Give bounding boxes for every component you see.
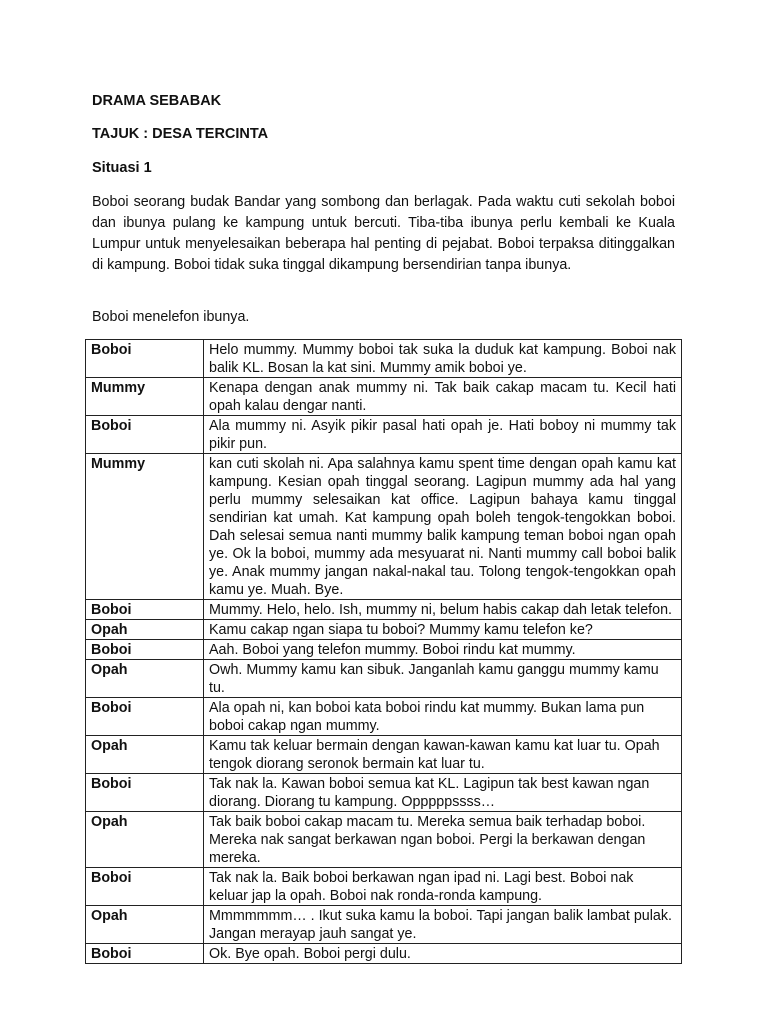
- table-row: [86, 454, 682, 600]
- dialogue-cell: Kamu tak keluar bermain dengan kawan-kawan kamu kat luar tu. Opah tengok diorang seronok bermain kat luar tu.: [204, 736, 682, 774]
- speaker-cell: Opah: [86, 660, 204, 698]
- table-row: [86, 812, 682, 868]
- dialogue-cell: Ok. Bye opah. Boboi pergi dulu.: [204, 944, 682, 964]
- speaker-cell: Boboi: [86, 698, 204, 736]
- table-row: [86, 620, 682, 640]
- table-row: [86, 640, 682, 660]
- dialogue-cell: Helo mummy. Mummy boboi tak suka la duduk kat kampung. Boboi nak balik KL. Bosan la kat sini. Mummy amik boboi ye.: [204, 340, 682, 378]
- dialogue-cell: Ala mummy ni. Asyik pikir pasal hati opah je. Hati boboy ni mummy tak pikir pun.: [204, 416, 682, 454]
- dialogue-cell: Tak nak la. Baik boboi berkawan ngan ipad ni. Lagi best. Boboi nak keluar jap la opah. Boboi nak ronda-ronda kampung.: [204, 868, 682, 906]
- document-subtitle: TAJUK : DESA TERCINTA: [92, 126, 269, 142]
- table-row: [86, 944, 682, 964]
- table-row: [86, 736, 682, 774]
- dialogue-cell: Ala opah ni, kan boboi kata boboi rindu kat mummy. Bukan lama pun boboi cakap ngan mummy.: [204, 698, 682, 736]
- dialogue-cell: Kenapa dengan anak mummy ni. Tak baik cakap macam tu. Kecil hati opah kalau dengar nanti.: [204, 378, 682, 416]
- speaker-cell: Opah: [86, 812, 204, 868]
- dialogue-cell: Mummy. Helo, helo. Ish, mummy ni, belum habis cakap dah letak telefon.: [204, 600, 682, 620]
- table-row: [86, 660, 682, 698]
- speaker-cell: Boboi: [86, 416, 204, 454]
- table-row: [86, 340, 682, 378]
- dialogue-cell: Tak baik boboi cakap macam tu. Mereka semua baik terhadap boboi. Mereka nak sangat berkawan ngan boboi. Pergi la berkawan dengan mereka.: [204, 812, 682, 868]
- speaker-cell: Boboi: [86, 944, 204, 964]
- lead-sentence: Boboi menelefon ibunya.: [92, 309, 250, 325]
- speaker-cell: Boboi: [86, 340, 204, 378]
- dialogue-cell: Kamu cakap ngan siapa tu boboi? Mummy kamu telefon ke?: [204, 620, 682, 640]
- dialogue-cell: Tak nak la. Kawan boboi semua kat KL. Lagipun tak best kawan ngan diorang. Diorang tu kampung. Opppppssss…: [204, 774, 682, 812]
- document-title: DRAMA SEBABAK: [92, 93, 222, 109]
- speaker-cell: Boboi: [86, 868, 204, 906]
- table-row: [86, 868, 682, 906]
- dialogue-cell: Aah. Boboi yang telefon mummy. Boboi rindu kat mummy.: [204, 640, 682, 660]
- table-row: [86, 698, 682, 736]
- speaker-cell: Opah: [86, 906, 204, 944]
- dialogue-cell: kan cuti skolah ni. Apa salahnya kamu spent time dengan opah kamu kat kampung. Kesian opah tinggal seorang. Lagipun mummy ada hal yang perlu mummy selesaikan kat office. Lagipun bahaya kamu tinggal sendirian kat umah. Kat kampung opah boleh tengok-tengokkan boboi. Dah selesai semua nanti mummy balik kampung teman boboi ngan opah ye. Ok la boboi, mummy ada mesyuarat ni. Nanti mummy call boboi balik ye. Anak mummy jangan nakal-nakal tau. Tolong tengok-tengokkan opah kamu ye. Muah. Bye.: [204, 454, 682, 600]
- speaker-cell: Boboi: [86, 774, 204, 812]
- dialogue-table: [85, 339, 682, 964]
- dialogue-cell: Mmmmmmm… . Ikut suka kamu la boboi. Tapi jangan balik lambat pulak. Jangan merayap jauh sangat ye.: [204, 906, 682, 944]
- intro-paragraph: Boboi seorang budak Bandar yang sombong dan berlagak. Pada waktu cuti sekolah boboi dan ibunya pulang ke kampung untuk bercuti. Tiba-tiba ibunya perlu kembali ke Kuala Lumpur untuk menyelesaikan beberapa hal penting di pejabat. Boboi terpaksa ditinggalkan di kampung. Boboi tidak suka tinggal dikampung bersendirian tanpa ibunya.: [92, 194, 675, 273]
- table-row: [86, 600, 682, 620]
- table-row: [86, 416, 682, 454]
- speaker-cell: Opah: [86, 620, 204, 640]
- table-row: [86, 378, 682, 416]
- table-row: [86, 774, 682, 812]
- section-heading: Situasi 1: [92, 160, 152, 176]
- speaker-cell: Mummy: [86, 378, 204, 416]
- speaker-cell: Opah: [86, 736, 204, 774]
- speaker-cell: Boboi: [86, 640, 204, 660]
- speaker-cell: Mummy: [86, 454, 204, 600]
- table-row: [86, 906, 682, 944]
- dialogue-cell: Owh. Mummy kamu kan sibuk. Janganlah kamu ganggu mummy kamu tu.: [204, 660, 682, 698]
- speaker-cell: Boboi: [86, 600, 204, 620]
